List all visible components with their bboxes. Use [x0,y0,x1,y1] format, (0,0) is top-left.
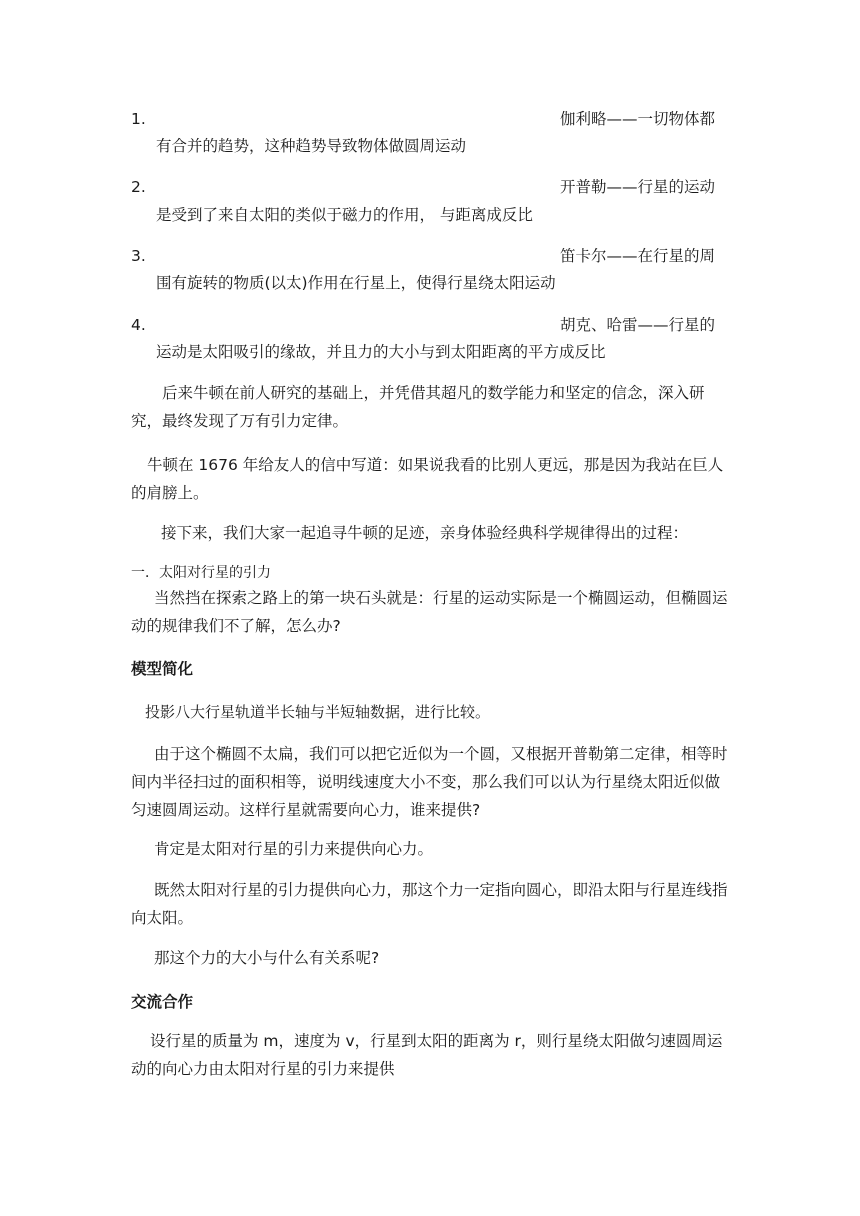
paragraph: 后来牛顿在前人研究的基础上，并凭借其超凡的数学能力和坚定的信念，深入研究，最终发现了万有引力定律。 [131,384,705,430]
list-lead-text: 胡克、哈雷——行星的 [560,316,716,334]
list-continuation-text: 有合并的趋势，这种趋势导致物体做圆周运动 [156,137,467,155]
paragraph: 接下来，我们大家一起追寻牛顿的足迹，亲身体验经典科学规律得出的过程： [161,524,689,542]
list-continuation-text: 围有旋转的物质(以太)作用在行星上，使得行星绕太阳运动 [156,274,556,292]
list-lead-text: 笛卡尔——在行星的周 [560,247,716,265]
paragraph: 牛顿在 1676 年给友人的信中写道：如果说我看的比别人更远，那是因为我站在巨人的肩膀上。 [131,456,724,502]
list-number: 2. [131,178,146,196]
paragraph: 当然挡在探索之路上的第一块石头就是：行星的运动实际是一个椭圆运动，但椭圆运动的规律我们不了解，怎么办? [131,589,728,635]
paragraph: 那这个力的大小与什么有关系呢? [154,949,380,967]
list-lead-text: 开普勒——行星的运动 [560,178,716,196]
section-heading: 模型简化 [131,660,194,678]
list-number: 1. [131,110,146,128]
paragraph: 肯定是太阳对行星的引力来提供向心力。 [154,840,434,858]
list-continuation-text: 运动是太阳吸引的缘故，并且力的大小与到太阳距离的平方成反比 [156,343,606,361]
paragraph: 由于这个椭圆不太扁，我们可以把它近似为一个圆，又根据开普勒第二定律，相等时间内半径扫过的面积相等，说明线速度大小不变，那么我们可以认为行星绕太阳近似做匀速圆周运动。这样行星就需要向心力，谁来提供? [131,745,728,819]
paragraph: 设行星的质量为 m，速度为 v，行星到太阳的距离为 r，则行星绕太阳做匀速圆周运动的向心力由太阳对行星的引力来提供 [131,1032,723,1078]
list-lead-text: 伽利略——一切物体都 [560,110,716,128]
list-number: 4. [131,316,146,334]
list-number: 3. [131,247,146,265]
section-heading: 交流合作 [131,993,194,1011]
list-continuation-text: 是受到了来自太阳的类似于磁力的作用， 与距离成反比 [156,206,533,224]
section-title: 一．太阳对行星的引力 [131,565,271,581]
paragraph: 既然太阳对行星的引力提供向心力，那这个力一定指向圆心，即沿太阳与行星连线指向太阳。 [131,881,728,927]
paragraph: 投影八大行星轨道半长轴与半短轴数据，进行比较。 [145,703,491,721]
